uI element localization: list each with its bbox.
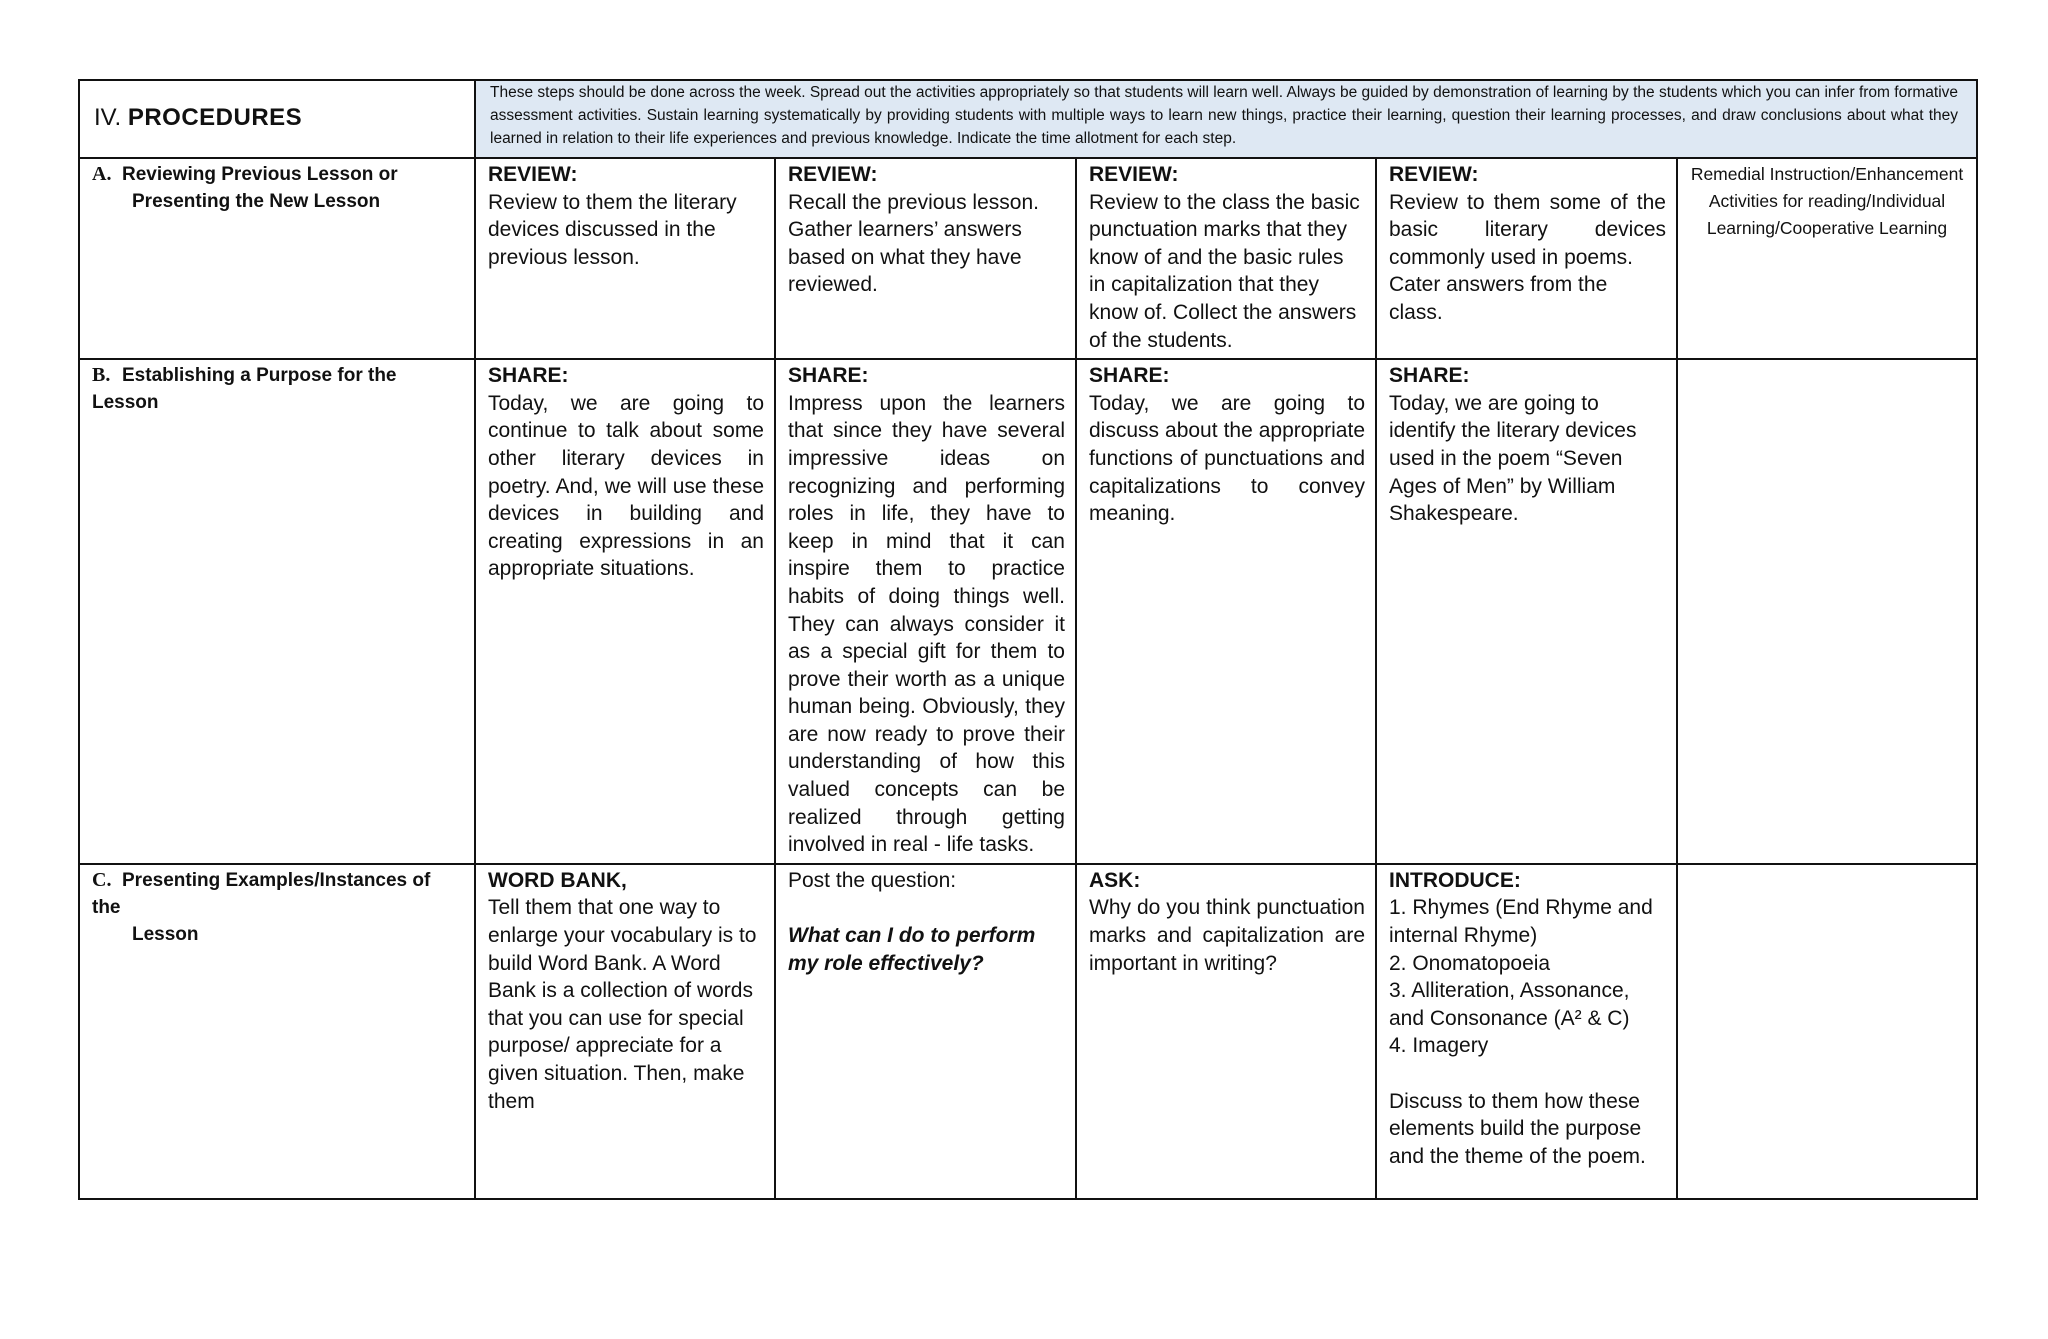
section-title: PROCEDURES <box>127 104 303 131</box>
activity-heading: REVIEW: <box>788 163 878 186</box>
activity-heading: SHARE: <box>788 364 869 388</box>
activity-heading: REVIEW: <box>1389 163 1479 186</box>
cell-a-remedial: Remedial Instruction/Enhancement Activities for reading/Individual Learning/Cooperative Learning <box>1677 158 1977 359</box>
activity-text: Review to them some of the basic literary devices commonly used in poems. <box>1389 190 1666 269</box>
activity-text: Today, we are going to continue to talk about some other literary devices in poetry. And, we will use these devices in building and creating expressions in an appropriate situations. <box>488 391 764 581</box>
activity-text: Today, we are going to identify the literary devices used in the poem “Seven Ages of Men” by William Shakespeare. <box>1389 391 1637 526</box>
row-label-line2: Presenting the New Lesson <box>132 191 381 212</box>
cell-b-day2 <box>775 359 1076 864</box>
table-row-examples <box>79 864 1977 1199</box>
activity-heading: WORD BANK, <box>488 868 627 892</box>
activity-text: Review to them the literary devices discussed in the previous lesson. <box>488 190 737 269</box>
procedures-title-cell <box>79 80 475 158</box>
cell-b-day3 <box>1076 359 1376 864</box>
row-letter: A. <box>92 163 112 185</box>
procedures-table <box>78 79 1978 1200</box>
activity-text: Review to the class the basic punctuation marks that they know of and the basic rules in capitalization that they know of. Collect the answers of the students. <box>1089 190 1360 352</box>
activity-heading: ASK: <box>1089 868 1141 892</box>
activity-text: Cater answers from the class. <box>1389 273 1608 324</box>
activity-heading: SHARE: <box>1389 364 1470 388</box>
list-item: 2. Onomatopoeia <box>1389 951 1551 975</box>
activity-heading: SHARE: <box>488 364 569 388</box>
row-label-line1: Establishing a Purpose for the Lesson <box>92 365 397 414</box>
activity-text: Tell them that one way to enlarge your vocabulary is to build Word Bank. A Word Bank is a collection of words that you can use for special purpose/ appreciate for a given situation. Then, make them <box>488 896 757 1113</box>
table-row-review <box>79 158 1977 359</box>
cell-c-day1 <box>475 864 775 1199</box>
activity-text: Today, we are going to discuss about the appropriate functions of punctuations and capitalizations to convey meaning. <box>1089 391 1365 526</box>
activity-heading: REVIEW: <box>488 163 578 186</box>
cell-c-day2 <box>775 864 1076 1199</box>
activity-heading: INTRODUCE: <box>1389 868 1521 892</box>
cell-a-day3 <box>1076 158 1376 359</box>
procedures-page <box>78 79 1976 1200</box>
activity-text: Recall the previous lesson. Gather learners’ answers based on what they have reviewed. <box>788 190 1039 297</box>
spacer <box>1389 1060 1666 1088</box>
list-item: 3. Alliteration, Assonance, and Consonance (A² & C) <box>1389 979 1630 1030</box>
activity-text: Post the question: <box>788 868 957 892</box>
spacer <box>788 894 1065 922</box>
cell-c-remedial <box>1677 864 1977 1199</box>
cell-a-day2 <box>775 158 1076 359</box>
cell-c-day4 <box>1376 864 1677 1199</box>
row-label-a <box>79 158 475 359</box>
row-label-line2: Lesson <box>132 923 199 945</box>
activity-text: Why do you think punctuation marks and capitalization are important in writing? <box>1089 896 1365 975</box>
activity-text: Impress upon the learners that since they have several impressive ideas on recognizing and performing roles in life, they have to keep in mind that it can inspire them to practice habits of doing things well. They can always consider it as a special gift for them to prove their worth as a unique human being. Obviously, they are now ready to prove their understanding of how this valued concepts can be realized through getting involved in real - life tasks. <box>788 391 1065 857</box>
row-letter: C. <box>92 868 112 891</box>
cell-b-day1 <box>475 359 775 864</box>
cell-c-day3 <box>1076 864 1376 1199</box>
guide-question: What can I do to perform my role effectively? <box>788 924 1036 975</box>
cell-a-day1 <box>475 158 775 359</box>
row-label-line1: Reviewing Previous Lesson or <box>122 164 398 185</box>
activity-heading: SHARE: <box>1089 364 1170 388</box>
row-label-line1: Presenting Examples/Instances of the <box>92 869 431 918</box>
cell-b-day4 <box>1376 359 1677 864</box>
row-letter: B. <box>92 364 111 387</box>
table-row-share <box>79 359 1977 864</box>
cell-a-day4 <box>1376 158 1677 359</box>
row-label-b <box>79 359 475 864</box>
procedures-instructions: These steps should be done across the week. Spread out the activities appropriately so that students will learn well. Always be guided by demonstration of learning by the students which you can infer from formative assessment activities. Sustain learning systematically by providing students with multiple ways to learn new things, practice their learning, question their learning processes, and draw conclusions about what they learned in relation to their life experiences and previous knowledge. Indicate the time allotment for each step. <box>475 80 1977 158</box>
activity-text: Discuss to them how these elements build the purpose and the theme of the poem. <box>1389 1089 1646 1168</box>
list-item: 1. Rhymes (End Rhyme and internal Rhyme) <box>1389 896 1653 948</box>
procedures-header-row <box>79 80 1977 158</box>
section-number: IV. <box>94 104 122 131</box>
row-label-c <box>79 864 475 1199</box>
cell-b-remedial <box>1677 359 1977 864</box>
activity-heading: REVIEW: <box>1089 163 1179 186</box>
list-item: 4. Imagery <box>1389 1034 1489 1058</box>
